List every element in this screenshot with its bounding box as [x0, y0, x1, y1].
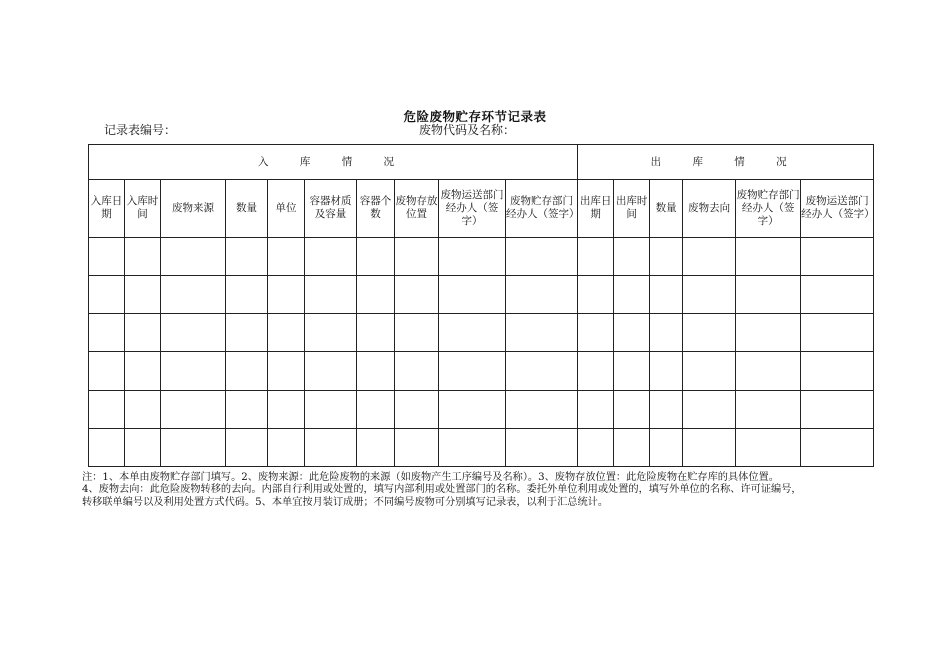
- footnote-line: 注：1、本单由废物贮存部门填写。2、废物来源：此危险废物的来源（如废物产生工序编号及名称）。3、废物存放位置：此危险废物在贮存库的具体位置。: [82, 472, 779, 483]
- table-cell[interactable]: [305, 275, 357, 313]
- table-cell[interactable]: [268, 314, 305, 352]
- table-cell[interactable]: [268, 428, 305, 466]
- table-cell[interactable]: [125, 352, 161, 390]
- table-cell[interactable]: [161, 352, 226, 390]
- table-row: [89, 314, 874, 352]
- column-header-row: [89, 180, 874, 237]
- table-cell[interactable]: [89, 275, 125, 313]
- table-cell[interactable]: [506, 428, 578, 466]
- col-header-container-material: 容器材质及容量: [305, 180, 357, 237]
- table-cell[interactable]: [614, 352, 650, 390]
- footnotes: [82, 472, 882, 509]
- table-cell[interactable]: [395, 352, 439, 390]
- table-cell[interactable]: [357, 428, 395, 466]
- table-cell[interactable]: [226, 428, 268, 466]
- table-cell[interactable]: [506, 390, 578, 428]
- col-header-out-time: 出库时间: [614, 180, 650, 237]
- table-cell[interactable]: [439, 314, 506, 352]
- table-cell[interactable]: [439, 390, 506, 428]
- table-cell[interactable]: [578, 314, 614, 352]
- table-cell[interactable]: [736, 352, 801, 390]
- waste-code-label: 废物代码及名称：: [419, 123, 516, 137]
- table-row: [89, 390, 874, 428]
- table-cell[interactable]: [89, 314, 125, 352]
- table-cell[interactable]: [357, 390, 395, 428]
- table-cell[interactable]: [357, 314, 395, 352]
- table-cell[interactable]: [506, 275, 578, 313]
- table-cell[interactable]: [614, 428, 650, 466]
- col-header-in-time: 入库时间: [125, 180, 161, 237]
- table-cell[interactable]: [226, 275, 268, 313]
- table-cell[interactable]: [161, 390, 226, 428]
- col-header-unit: 单位: [268, 180, 305, 237]
- table-cell[interactable]: [650, 390, 683, 428]
- col-header-source: 废物来源: [161, 180, 226, 237]
- table-cell[interactable]: [268, 237, 305, 275]
- table-row: [89, 352, 874, 390]
- table-cell[interactable]: [614, 390, 650, 428]
- section-header-row: [89, 145, 874, 180]
- table-row: [89, 275, 874, 313]
- footnote-line: 转移联单编号以及利用处置方式代码。5、本单宜按月装订成册；不同编号废物可分别填写记录表，以利于汇总统计。: [82, 496, 609, 508]
- table-cell[interactable]: [268, 352, 305, 390]
- table-cell[interactable]: [357, 237, 395, 275]
- table-cell[interactable]: [125, 390, 161, 428]
- footnote-line: 4、废物去向：此危险废物转移的去向。内部自行利用或处置的，填写内部利用或处置部门的名称。委托外单位利用或处置的，填写外单位的名称、许可证编号，: [82, 484, 802, 496]
- form-title: 危险废物贮存环节记录表: [403, 109, 547, 124]
- table-cell[interactable]: [614, 314, 650, 352]
- col-header-in-date: 入库日期: [89, 180, 125, 237]
- table-cell[interactable]: [439, 352, 506, 390]
- table-cell[interactable]: [578, 275, 614, 313]
- record-number-label: 记录表编号：: [104, 123, 177, 137]
- table-cell[interactable]: [506, 352, 578, 390]
- col-header-out-quantity: 数量: [650, 180, 683, 237]
- table-cell[interactable]: [226, 314, 268, 352]
- table-cell[interactable]: [736, 237, 801, 275]
- table-cell[interactable]: [268, 275, 305, 313]
- col-header-in-transport-signer: 废物运送部门经办人（签字）: [439, 180, 506, 237]
- table-cell[interactable]: [650, 314, 683, 352]
- table-cell[interactable]: [125, 428, 161, 466]
- table-cell[interactable]: [357, 352, 395, 390]
- table-cell[interactable]: [506, 237, 578, 275]
- table-cell[interactable]: [683, 428, 736, 466]
- col-header-out-storage-signer: 废物贮存部门经办人（签字）: [736, 180, 801, 237]
- table-cell[interactable]: [683, 237, 736, 275]
- table-cell[interactable]: [89, 390, 125, 428]
- table-cell[interactable]: [161, 237, 226, 275]
- table-cell[interactable]: [683, 314, 736, 352]
- table-cell[interactable]: [125, 275, 161, 313]
- table-cell[interactable]: [801, 390, 874, 428]
- table-cell[interactable]: [614, 275, 650, 313]
- table-cell[interactable]: [801, 275, 874, 313]
- record-table: [88, 144, 874, 467]
- table-cell[interactable]: [683, 390, 736, 428]
- table-cell[interactable]: [395, 428, 439, 466]
- table-cell[interactable]: [578, 237, 614, 275]
- table-cell[interactable]: [578, 390, 614, 428]
- table-cell[interactable]: [683, 275, 736, 313]
- table-cell[interactable]: [226, 237, 268, 275]
- col-header-out-transport-signer: 废物运送部门经办人（签字）: [801, 180, 874, 237]
- col-header-out-date: 出库日期: [578, 180, 614, 237]
- table-cell[interactable]: [125, 237, 161, 275]
- outbound-section-header: 出 库 情 况: [578, 145, 874, 180]
- col-header-in-quantity: 数量: [226, 180, 268, 237]
- table-cell[interactable]: [161, 275, 226, 313]
- table-cell[interactable]: [439, 275, 506, 313]
- table-cell[interactable]: [305, 352, 357, 390]
- table-cell[interactable]: [578, 428, 614, 466]
- table-cell[interactable]: [395, 390, 439, 428]
- table-cell[interactable]: [578, 352, 614, 390]
- table-cell[interactable]: [89, 352, 125, 390]
- col-header-destination: 废物去向: [683, 180, 736, 237]
- table-cell[interactable]: [801, 352, 874, 390]
- table-cell[interactable]: [161, 314, 226, 352]
- table-cell[interactable]: [89, 237, 125, 275]
- table-cell[interactable]: [395, 275, 439, 313]
- table-row: [89, 237, 874, 275]
- col-header-in-storage-signer: 废物贮存部门经办人（签字）: [506, 180, 578, 237]
- table-cell[interactable]: [226, 352, 268, 390]
- table-cell[interactable]: [395, 237, 439, 275]
- table-cell[interactable]: [89, 428, 125, 466]
- table-cell[interactable]: [801, 237, 874, 275]
- table-cell[interactable]: [439, 428, 506, 466]
- table-cell[interactable]: [736, 390, 801, 428]
- table-cell[interactable]: [305, 428, 357, 466]
- table-cell[interactable]: [305, 314, 357, 352]
- table-cell[interactable]: [125, 314, 161, 352]
- table-cell[interactable]: [650, 237, 683, 275]
- table-cell[interactable]: [650, 275, 683, 313]
- col-header-storage-location: 废物存放位置: [395, 180, 439, 237]
- table-cell[interactable]: [305, 237, 357, 275]
- table-cell[interactable]: [736, 314, 801, 352]
- table-cell[interactable]: [439, 237, 506, 275]
- inbound-section-header: 入 库 情 况: [89, 145, 578, 180]
- table-cell[interactable]: [650, 352, 683, 390]
- table-cell[interactable]: [801, 314, 874, 352]
- table-cell[interactable]: [736, 275, 801, 313]
- table-cell[interactable]: [268, 390, 305, 428]
- table-cell[interactable]: [736, 428, 801, 466]
- col-header-container-count: 容器个数: [357, 180, 395, 237]
- table-cell[interactable]: [357, 275, 395, 313]
- table-cell[interactable]: [305, 390, 357, 428]
- table-cell[interactable]: [614, 237, 650, 275]
- table-cell[interactable]: [395, 314, 439, 352]
- table-cell[interactable]: [683, 352, 736, 390]
- table-cell[interactable]: [506, 314, 578, 352]
- table-cell[interactable]: [650, 428, 683, 466]
- table-cell[interactable]: [226, 390, 268, 428]
- table-cell[interactable]: [161, 428, 226, 466]
- table-row: [89, 428, 874, 466]
- table-cell[interactable]: [801, 428, 874, 466]
